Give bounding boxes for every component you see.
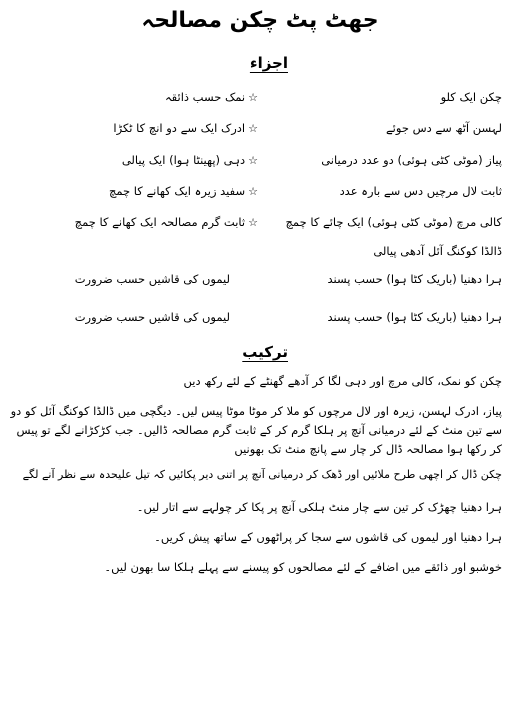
star-icon: ☆ [248, 154, 258, 167]
ingredient-ginger: ☆ادرک ایک سے دو انچ کا ٹکڑا [113, 121, 258, 135]
star-icon: ☆ [248, 216, 258, 229]
method-step: ہرا دھنیا اور لیموں کی قاشوں سے سجا کر پراٹھوں کے ساتھ پیش کریں۔ [154, 530, 502, 544]
ingredient-red-chilli: ثابت لال مرچیں دس سے بارہ عدد [339, 184, 502, 198]
method-step: چکن ڈال کر اچھی طرح ملائیں اور ڈھک کر درمیانی آنچ پر اتنی دیر پکائیں کہ تیل علیحدہ سے نظر آنے لگے [22, 468, 502, 481]
ingredient-garlic: لہسن آٹھ سے دس جوئے [385, 121, 502, 135]
ingredient-onion: پیاز (موٹی کٹی ہوئی) دو عدد درمیانی [321, 153, 502, 167]
star-icon: ☆ [248, 185, 258, 198]
ingredient-cumin: ☆سفید زیرہ ایک کھانے کا چمچ [108, 184, 258, 198]
method-heading: ترکیب [242, 343, 288, 361]
ingredients-heading: اجزاء [249, 54, 288, 72]
recipe-title: جھٹ پٹ چکن مصالحہ [141, 8, 379, 33]
ingredient-salt: ☆نمک حسب ذائقہ [164, 90, 258, 104]
ingredient-lemon: لیموں کی قاشیں حسب ضرورت [74, 310, 230, 324]
ingredient-chicken: چکن ایک کلو [440, 90, 502, 104]
method-step: خوشبو اور ذائقے میں اضافے کے لئے مصالحوں کو پیسنے سے پہلے ہلکا سا بھون لیں۔ [104, 560, 502, 574]
method-step: چکن کو نمک، کالی مرچ اور دہی لگا کر آدھے گھنٹے کے لئے رکھ دیں [183, 374, 502, 388]
ingredient-lemon: لیموں کی قاشیں حسب ضرورت [74, 272, 230, 286]
method-step: ہرا دھنیا چھڑک کر تین سے چار منٹ ہلکی آنچ پر پکا کر چولہے سے اتار لیں۔ [136, 500, 502, 514]
ingredient-coriander: ہرا دھنیا (باریک کٹا ہوا) حسب پسند [327, 272, 502, 286]
star-icon: ☆ [248, 122, 258, 135]
star-icon: ☆ [248, 91, 258, 104]
ingredient-cooking-oil: ڈالڈا کوکنگ آئل آدھی پیالی [373, 244, 502, 258]
ingredient-yogurt: ☆دہی (پھینٹا ہوا) ایک پیالی [121, 153, 258, 167]
method-step: پیاز، ادرک لہسن، زیرہ اور لال مرچوں کو ملا کر موٹا موٹا پیس لیں۔ دیگچی میں ڈالڈا کوکنگ آئل کو دو سے تین منٹ کے لئے درمیانی آنچ پر ہلکا گرم کر کے ثابت گرم مصالحہ ڈالیں۔ جب کڑکڑانے لگے تو پیس کر رکھا ہوا مصالحہ ڈال کر چار سے پانچ منٹ تک بھونیں [10, 404, 502, 456]
ingredient-black-pepper: کالی مرچ (موٹی کٹی ہوئی) ایک چائے کا چمچ [285, 215, 502, 229]
ingredient-garam-masala: ☆ثابت گرم مصالحہ ایک کھانے کا چمچ [74, 215, 258, 229]
ingredient-coriander: ہرا دھنیا (باریک کٹا ہوا) حسب پسند [327, 310, 502, 324]
